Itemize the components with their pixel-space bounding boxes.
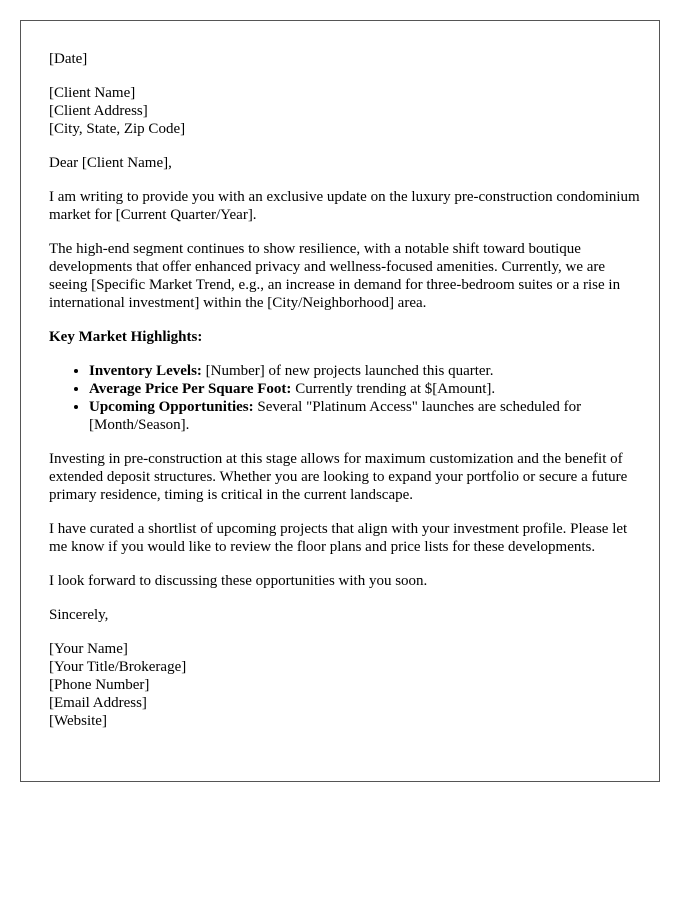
- look-forward-paragraph: I look forward to discussing these opportunities with you soon.: [49, 573, 428, 589]
- sender-website: [Website]: [49, 713, 107, 729]
- letter-body: [49, 50, 641, 730]
- greeting: Dear [Client Name],: [49, 155, 172, 171]
- recipient-address: [Client Address]: [49, 103, 148, 119]
- recipient-address-block: [49, 84, 641, 138]
- signature-block: [49, 640, 641, 730]
- letter-frame: [20, 20, 660, 782]
- recipient-city-state-zip: [City, State, Zip Code]: [49, 121, 186, 137]
- sender-title: [Your Title/Brokerage]: [49, 659, 187, 675]
- signoff: Sincerely,: [49, 607, 109, 623]
- highlight-label: Upcoming Opportunities:: [89, 399, 254, 415]
- highlight-text: [Number] of new projects launched this quarter.: [201, 363, 494, 379]
- highlight-text: Several "Platinum Access" launches are scheduled for [Month/Season].: [89, 399, 582, 433]
- highlight-item-inventory: [89, 362, 641, 380]
- highlights-list: [49, 362, 641, 434]
- letter-date: [Date]: [49, 51, 88, 67]
- sender-phone: [Phone Number]: [49, 677, 150, 693]
- highlight-text: Currently trending at $[Amount].: [291, 381, 496, 397]
- sender-email: [Email Address]: [49, 695, 147, 711]
- highlights-heading: Key Market Highlights:: [49, 329, 203, 345]
- sender-name: [Your Name]: [49, 641, 128, 657]
- investing-paragraph: Investing in pre-construction at this stage allows for maximum customization and the benefit of extended deposit structures. Whether you are looking to expand your portfolio or secure a future primary residence, timing is critical in the current landscape.: [49, 451, 628, 503]
- highlight-label: Inventory Levels:: [89, 363, 202, 379]
- recipient-name: [Client Name]: [49, 85, 136, 101]
- market-trend-paragraph: The high-end segment continues to show resilience, with a notable shift toward boutique developments that offer enhanced privacy and wellness-focused amenities. Currently, we are seeing [Specific Market Trend, e.g., an increase in demand for three-bedroom suites or a rise in international investment] within the [City/Neighborhood] area.: [49, 241, 621, 311]
- intro-paragraph: I am writing to provide you with an exclusive update on the luxury pre-construction condominium market for [Current Quarter/Year].: [49, 189, 640, 223]
- highlight-item-opportunities: [89, 398, 641, 434]
- highlight-item-price: [89, 380, 641, 398]
- shortlist-paragraph: I have curated a shortlist of upcoming projects that align with your investment profile. Please let me know if you would like to review the floor plans and price lists for these developments.: [49, 521, 628, 555]
- highlight-label: Average Price Per Square Foot:: [89, 381, 292, 397]
